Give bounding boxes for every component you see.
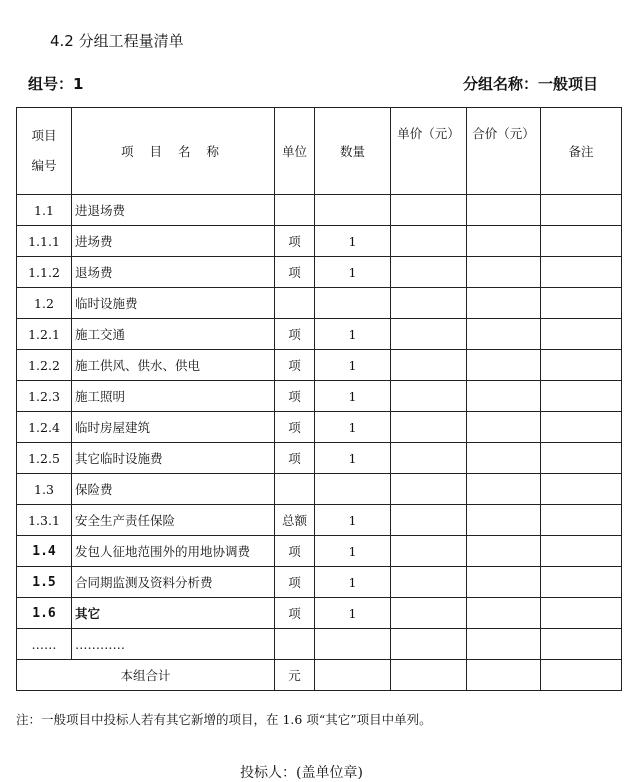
item-name: 施工交通 xyxy=(72,319,275,350)
header-item-no-line2: 编号 xyxy=(31,158,57,173)
group-total-amount xyxy=(467,660,541,691)
group-total-quantity xyxy=(315,660,391,691)
table-row xyxy=(17,443,622,474)
item-name: 退场费 xyxy=(72,257,275,288)
item-quantity: 1 xyxy=(315,567,391,598)
item-total-price xyxy=(467,319,541,350)
table-row xyxy=(17,195,622,226)
table-row xyxy=(17,288,622,319)
item-unit: 总额 xyxy=(275,505,315,536)
item-quantity xyxy=(315,629,391,660)
item-no: 1.2.4 xyxy=(17,412,72,443)
group-total-label: 本组合计 xyxy=(17,660,275,691)
item-unit: 项 xyxy=(275,443,315,474)
item-remark xyxy=(541,257,622,288)
item-quantity: 1 xyxy=(315,505,391,536)
item-unit-price xyxy=(391,536,467,567)
item-unit-price xyxy=(391,567,467,598)
section-title: 4.2 分组工程量清单 xyxy=(50,32,184,50)
item-total-price xyxy=(467,226,541,257)
header-remark: 备注 xyxy=(541,108,622,195)
item-remark xyxy=(541,443,622,474)
item-unit-price xyxy=(391,381,467,412)
table-row xyxy=(17,350,622,381)
item-unit xyxy=(275,474,315,505)
item-no: 1.4 xyxy=(17,536,72,567)
item-total-price xyxy=(467,350,541,381)
item-no: 1.2.1 xyxy=(17,319,72,350)
item-no: 1.6 xyxy=(17,598,72,629)
item-unit-price xyxy=(391,288,467,319)
item-total-price xyxy=(467,505,541,536)
item-no: 1.2.2 xyxy=(17,350,72,381)
item-quantity: 1 xyxy=(315,536,391,567)
item-quantity: 1 xyxy=(315,257,391,288)
item-remark xyxy=(541,629,622,660)
item-no: 1.5 xyxy=(17,567,72,598)
item-unit-price xyxy=(391,598,467,629)
item-unit-price xyxy=(391,350,467,381)
footnote: 注：一般项目中投标人若有其它新增的项目，在 1.6 项“其它”项目中单列。 xyxy=(16,712,432,727)
item-quantity: 1 xyxy=(315,381,391,412)
item-remark xyxy=(541,195,622,226)
table-row xyxy=(17,257,622,288)
item-unit xyxy=(275,629,315,660)
item-name: 进退场费 xyxy=(72,195,275,226)
item-no: 1.1 xyxy=(17,195,72,226)
item-total-price xyxy=(467,536,541,567)
header-quantity: 数量 xyxy=(315,108,391,195)
item-unit: 项 xyxy=(275,412,315,443)
item-remark xyxy=(541,381,622,412)
item-quantity: 1 xyxy=(315,350,391,381)
item-unit-price xyxy=(391,226,467,257)
item-total-price xyxy=(467,598,541,629)
table-row xyxy=(17,629,622,660)
item-unit-price xyxy=(391,257,467,288)
item-unit xyxy=(275,288,315,319)
item-quantity: 1 xyxy=(315,598,391,629)
item-unit: 项 xyxy=(275,536,315,567)
item-no: …… xyxy=(17,629,72,660)
item-quantity: 1 xyxy=(315,443,391,474)
item-unit: 项 xyxy=(275,350,315,381)
item-remark xyxy=(541,536,622,567)
item-remark xyxy=(541,505,622,536)
table-row xyxy=(17,505,622,536)
item-unit-price xyxy=(391,629,467,660)
item-name: 保险费 xyxy=(72,474,275,505)
item-remark xyxy=(541,598,622,629)
item-total-price xyxy=(467,412,541,443)
item-no: 1.3.1 xyxy=(17,505,72,536)
item-no: 1.2 xyxy=(17,288,72,319)
header-total-price: 合价（元） xyxy=(467,108,541,195)
item-unit xyxy=(275,195,315,226)
item-name: 临时设施费 xyxy=(72,288,275,319)
table-header-row xyxy=(17,108,622,195)
item-name: 安全生产责任保险 xyxy=(72,505,275,536)
item-no: 1.2.3 xyxy=(17,381,72,412)
table-row xyxy=(17,567,622,598)
item-quantity xyxy=(315,474,391,505)
item-name: 施工供风、供水、供电 xyxy=(72,350,275,381)
group-name: 分组名称：一般项目 xyxy=(462,75,598,93)
item-unit: 项 xyxy=(275,257,315,288)
item-name: 施工照明 xyxy=(72,381,275,412)
header-unit-price: 单价（元） xyxy=(391,108,467,195)
item-quantity xyxy=(315,288,391,319)
item-remark xyxy=(541,288,622,319)
group-total-remark xyxy=(541,660,622,691)
header-item-no-line1: 项目 xyxy=(31,128,57,143)
item-remark xyxy=(541,319,622,350)
header-unit: 单位 xyxy=(275,108,315,195)
item-no: 1.1.2 xyxy=(17,257,72,288)
item-remark xyxy=(541,226,622,257)
table-row xyxy=(17,226,622,257)
item-quantity: 1 xyxy=(315,319,391,350)
group-total-unit-price xyxy=(391,660,467,691)
item-total-price xyxy=(467,474,541,505)
group-number: 组号：1 xyxy=(28,75,84,93)
header-item-no xyxy=(17,108,72,195)
item-total-price xyxy=(467,381,541,412)
item-name: 进场费 xyxy=(72,226,275,257)
item-unit-price xyxy=(391,474,467,505)
group-total-unit: 元 xyxy=(275,660,315,691)
item-total-price xyxy=(467,443,541,474)
table-row xyxy=(17,412,622,443)
table-row xyxy=(17,381,622,412)
item-name: ………… xyxy=(72,629,275,660)
table-row xyxy=(17,598,622,629)
bill-of-quantities-table xyxy=(16,107,622,691)
item-name: 合同期监测及资料分析费 xyxy=(72,567,275,598)
item-unit-price xyxy=(391,195,467,226)
item-unit: 项 xyxy=(275,381,315,412)
item-total-price xyxy=(467,567,541,598)
item-name: 临时房屋建筑 xyxy=(72,412,275,443)
item-unit: 项 xyxy=(275,319,315,350)
table-row xyxy=(17,319,622,350)
item-total-price xyxy=(467,257,541,288)
item-unit-price xyxy=(391,412,467,443)
item-no: 1.3 xyxy=(17,474,72,505)
bidder-signature-line: 投标人：(盖单位章) xyxy=(240,765,363,781)
item-unit: 项 xyxy=(275,226,315,257)
item-name: 其它临时设施费 xyxy=(72,443,275,474)
item-quantity xyxy=(315,195,391,226)
table-row xyxy=(17,536,622,567)
item-remark xyxy=(541,567,622,598)
item-quantity: 1 xyxy=(315,226,391,257)
item-name: 其它 xyxy=(72,598,275,629)
item-total-price xyxy=(467,288,541,319)
item-remark xyxy=(541,350,622,381)
item-remark xyxy=(541,412,622,443)
item-no: 1.2.5 xyxy=(17,443,72,474)
item-unit-price xyxy=(391,505,467,536)
item-name: 发包人征地范围外的用地协调费 xyxy=(72,536,275,567)
table-total-row xyxy=(17,660,622,691)
header-item-name: 项 目 名 称 xyxy=(72,108,275,195)
item-unit-price xyxy=(391,443,467,474)
item-total-price xyxy=(467,629,541,660)
item-no: 1.1.1 xyxy=(17,226,72,257)
item-unit-price xyxy=(391,319,467,350)
item-quantity: 1 xyxy=(315,412,391,443)
table-row xyxy=(17,474,622,505)
item-unit: 项 xyxy=(275,598,315,629)
item-unit: 项 xyxy=(275,567,315,598)
item-total-price xyxy=(467,195,541,226)
item-remark xyxy=(541,474,622,505)
